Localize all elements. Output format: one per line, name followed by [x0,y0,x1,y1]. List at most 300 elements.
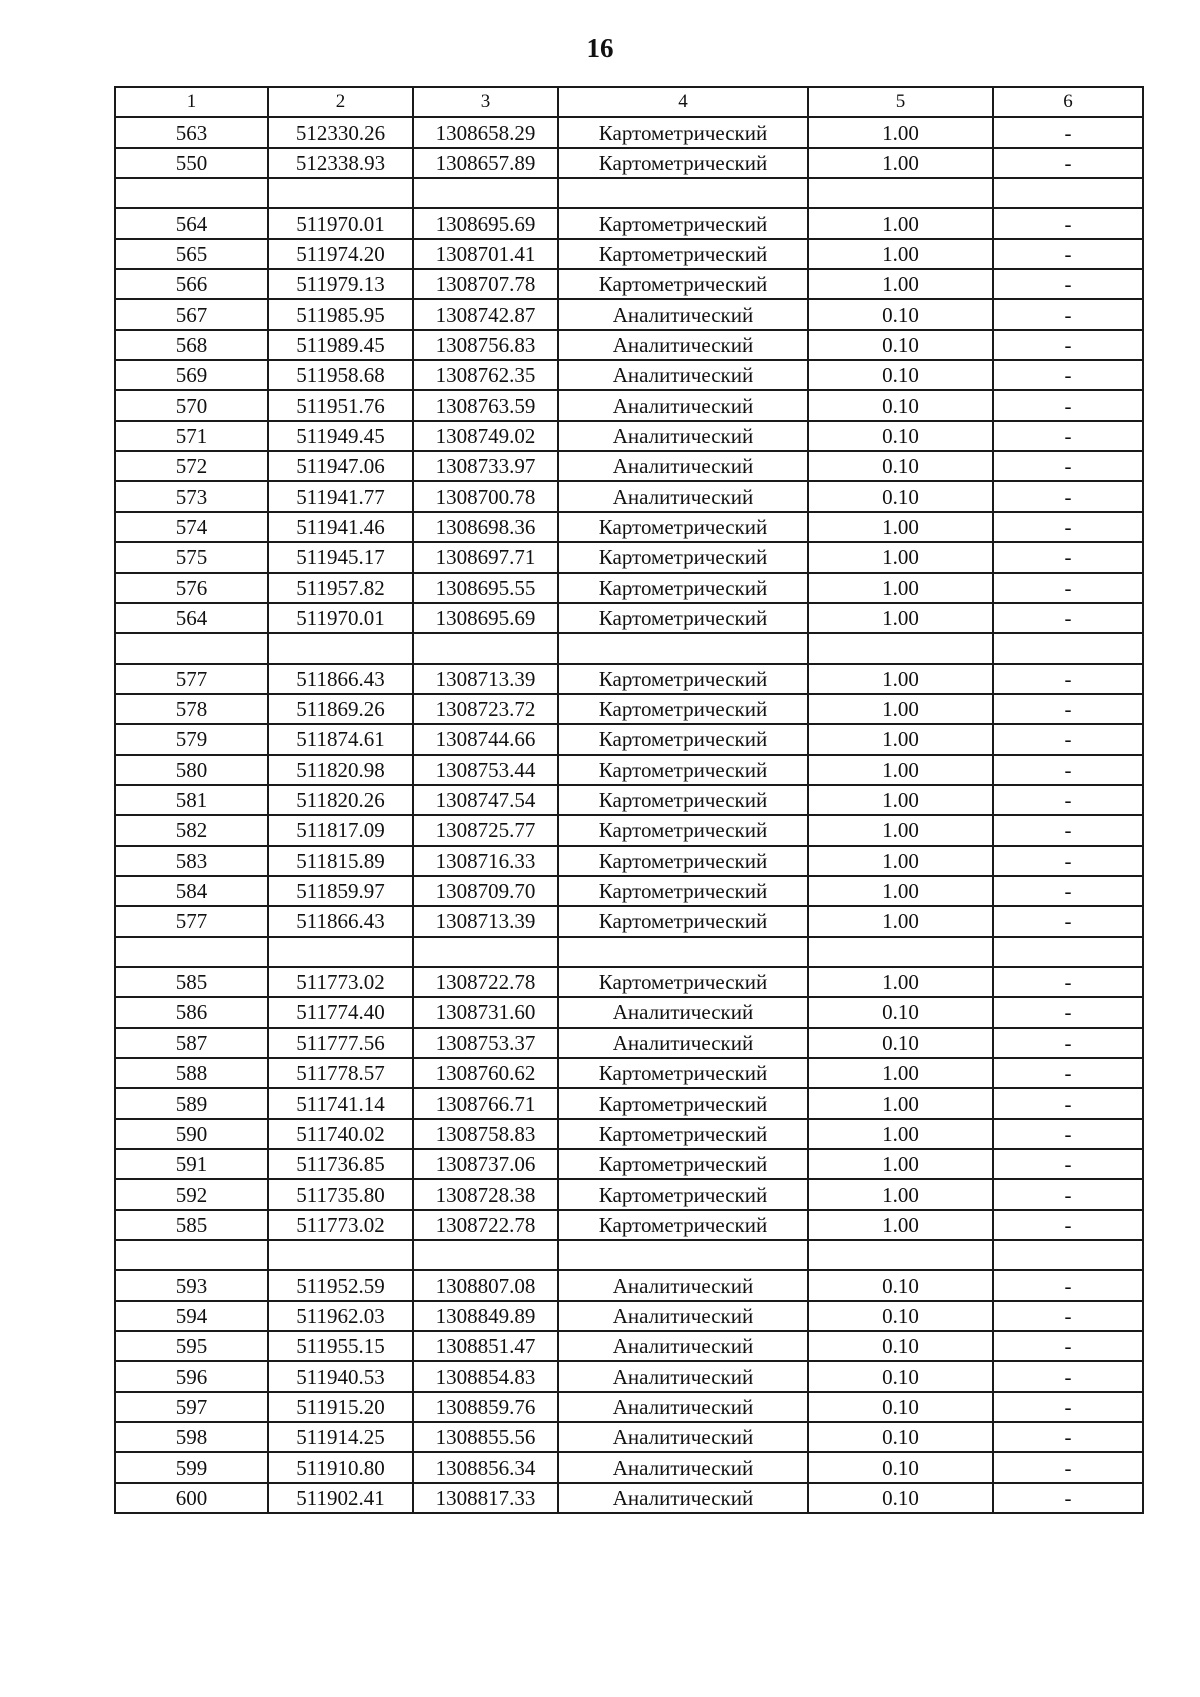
x-coordinate-cell: 511985.95 [268,299,413,329]
y-coordinate-cell: 1308856.34 [413,1452,558,1482]
accuracy-cell [808,178,993,208]
accuracy-cell: 0.10 [808,1028,993,1058]
table-row [115,1028,1143,1058]
column-header-4: 4 [558,87,808,117]
description-cell: - [993,1179,1143,1209]
description-cell: - [993,390,1143,420]
point-number-cell: 580 [115,755,268,785]
description-cell: - [993,330,1143,360]
x-coordinate-cell: 511970.01 [268,603,413,633]
column-header-2: 2 [268,87,413,117]
table-row [115,1270,1143,1300]
table-row [115,512,1143,542]
accuracy-cell: 1.00 [808,573,993,603]
method-cell: Картометрический [558,906,808,936]
description-cell: - [993,694,1143,724]
y-coordinate-cell: 1308700.78 [413,481,558,511]
accuracy-cell: 1.00 [808,512,993,542]
point-number-cell: 598 [115,1422,268,1452]
accuracy-cell: 0.10 [808,1331,993,1361]
point-number-cell: 590 [115,1119,268,1149]
table-row [115,694,1143,724]
x-coordinate-cell: 511957.82 [268,573,413,603]
y-coordinate-cell: 1308749.02 [413,421,558,451]
accuracy-cell: 0.10 [808,1270,993,1300]
point-number-cell: 593 [115,1270,268,1300]
accuracy-cell: 0.10 [808,481,993,511]
accuracy-cell: 1.00 [808,1210,993,1240]
accuracy-cell: 1.00 [808,1119,993,1149]
description-cell: - [993,967,1143,997]
table-row [115,937,1143,967]
point-number-cell: 584 [115,876,268,906]
accuracy-cell: 1.00 [808,1058,993,1088]
x-coordinate-cell [268,1240,413,1270]
method-cell: Картометрический [558,603,808,633]
accuracy-cell: 1.00 [808,815,993,845]
description-cell: - [993,785,1143,815]
accuracy-cell: 0.10 [808,390,993,420]
x-coordinate-cell: 511962.03 [268,1301,413,1331]
table-row [115,906,1143,936]
accuracy-cell: 1.00 [808,208,993,238]
x-coordinate-cell [268,633,413,663]
method-cell: Аналитический [558,299,808,329]
y-coordinate-cell [413,937,558,967]
accuracy-cell: 1.00 [808,148,993,178]
method-cell: Аналитический [558,1028,808,1058]
x-coordinate-cell: 511773.02 [268,1210,413,1240]
x-coordinate-cell: 511910.80 [268,1452,413,1482]
description-cell: - [993,299,1143,329]
y-coordinate-cell: 1308851.47 [413,1331,558,1361]
accuracy-cell: 1.00 [808,785,993,815]
point-number-cell: 585 [115,967,268,997]
x-coordinate-cell: 512330.26 [268,117,413,147]
method-cell [558,178,808,208]
description-cell: - [993,117,1143,147]
description-cell: - [993,846,1143,876]
table-row [115,1452,1143,1482]
point-number-cell: 563 [115,117,268,147]
description-cell: - [993,1210,1143,1240]
table-row [115,269,1143,299]
y-coordinate-cell: 1308695.69 [413,208,558,238]
y-coordinate-cell: 1308709.70 [413,876,558,906]
description-cell: - [993,664,1143,694]
accuracy-cell: 0.10 [808,299,993,329]
point-number-cell: 564 [115,208,268,238]
table-row [115,967,1143,997]
accuracy-cell: 1.00 [808,846,993,876]
x-coordinate-cell [268,937,413,967]
x-coordinate-cell: 511941.77 [268,481,413,511]
accuracy-cell: 1.00 [808,269,993,299]
description-cell: - [993,1149,1143,1179]
table-row [115,633,1143,663]
method-cell [558,1240,808,1270]
column-header-6: 6 [993,87,1143,117]
description-cell [993,178,1143,208]
description-cell: - [993,1331,1143,1361]
point-number-cell: 570 [115,390,268,420]
method-cell: Картометрический [558,1119,808,1149]
table-row [115,390,1143,420]
description-cell: - [993,148,1143,178]
y-coordinate-cell: 1308753.37 [413,1028,558,1058]
table-row [115,785,1143,815]
y-coordinate-cell: 1308722.78 [413,1210,558,1240]
point-number-cell: 592 [115,1179,268,1209]
accuracy-cell: 0.10 [808,451,993,481]
x-coordinate-cell: 511989.45 [268,330,413,360]
x-coordinate-cell: 511815.89 [268,846,413,876]
accuracy-cell: 1.00 [808,239,993,269]
point-number-cell: 582 [115,815,268,845]
header-row [115,87,1143,117]
column-header-5: 5 [808,87,993,117]
description-cell: - [993,724,1143,754]
point-number-cell: 600 [115,1483,268,1513]
accuracy-cell: 0.10 [808,1361,993,1391]
description-cell: - [993,1119,1143,1149]
point-number-cell: 595 [115,1331,268,1361]
x-coordinate-cell: 511941.46 [268,512,413,542]
accuracy-cell: 1.00 [808,664,993,694]
method-cell: Аналитический [558,390,808,420]
description-cell: - [993,1452,1143,1482]
x-coordinate-cell: 511820.98 [268,755,413,785]
method-cell: Картометрический [558,148,808,178]
point-number-cell: 597 [115,1392,268,1422]
y-coordinate-cell: 1308713.39 [413,906,558,936]
x-coordinate-cell: 511736.85 [268,1149,413,1179]
y-coordinate-cell: 1308855.56 [413,1422,558,1452]
x-coordinate-cell: 511958.68 [268,360,413,390]
method-cell: Картометрический [558,1210,808,1240]
accuracy-cell: 0.10 [808,1392,993,1422]
point-number-cell: 586 [115,997,268,1027]
accuracy-cell: 1.00 [808,1149,993,1179]
point-number-cell [115,937,268,967]
point-number-cell: 585 [115,1210,268,1240]
x-coordinate-cell: 511773.02 [268,967,413,997]
method-cell: Картометрический [558,724,808,754]
method-cell: Картометрический [558,1058,808,1088]
y-coordinate-cell: 1308657.89 [413,148,558,178]
table-row [115,1422,1143,1452]
table-row [115,421,1143,451]
description-cell: - [993,208,1143,238]
method-cell: Картометрический [558,846,808,876]
point-number-cell: 575 [115,542,268,572]
method-cell: Картометрический [558,1149,808,1179]
method-cell: Картометрический [558,117,808,147]
y-coordinate-cell: 1308849.89 [413,1301,558,1331]
method-cell: Картометрический [558,815,808,845]
table-row [115,1331,1143,1361]
y-coordinate-cell: 1308807.08 [413,1270,558,1300]
column-header-3: 3 [413,87,558,117]
accuracy-cell: 1.00 [808,755,993,785]
accuracy-cell: 1.00 [808,694,993,724]
method-cell: Аналитический [558,360,808,390]
table-row [115,1058,1143,1088]
description-cell: - [993,815,1143,845]
y-coordinate-cell: 1308725.77 [413,815,558,845]
y-coordinate-cell: 1308731.60 [413,997,558,1027]
x-coordinate-cell: 511741.14 [268,1088,413,1118]
point-number-cell: 596 [115,1361,268,1391]
description-cell: - [993,1392,1143,1422]
table-row [115,1179,1143,1209]
accuracy-cell: 0.10 [808,1422,993,1452]
method-cell: Картометрический [558,542,808,572]
y-coordinate-cell: 1308695.55 [413,573,558,603]
table-row [115,1088,1143,1118]
point-number-cell: 577 [115,906,268,936]
table-row [115,117,1143,147]
y-coordinate-cell: 1308763.59 [413,390,558,420]
y-coordinate-cell: 1308756.83 [413,330,558,360]
table-row [115,451,1143,481]
description-cell: - [993,239,1143,269]
point-number-cell: 577 [115,664,268,694]
method-cell [558,633,808,663]
x-coordinate-cell: 511869.26 [268,694,413,724]
y-coordinate-cell [413,1240,558,1270]
x-coordinate-cell [268,178,413,208]
x-coordinate-cell: 511940.53 [268,1361,413,1391]
method-cell: Картометрический [558,1179,808,1209]
y-coordinate-cell: 1308698.36 [413,512,558,542]
y-coordinate-cell: 1308744.66 [413,724,558,754]
table-row [115,330,1143,360]
table-row [115,542,1143,572]
method-cell: Картометрический [558,208,808,238]
y-coordinate-cell: 1308817.33 [413,1483,558,1513]
description-cell: - [993,906,1143,936]
point-number-cell: 587 [115,1028,268,1058]
y-coordinate-cell [413,633,558,663]
y-coordinate-cell: 1308760.62 [413,1058,558,1088]
accuracy-cell: 0.10 [808,330,993,360]
y-coordinate-cell: 1308695.69 [413,603,558,633]
x-coordinate-cell: 511777.56 [268,1028,413,1058]
y-coordinate-cell: 1308658.29 [413,117,558,147]
point-number-cell [115,1240,268,1270]
y-coordinate-cell: 1308723.72 [413,694,558,724]
point-number-cell: 599 [115,1452,268,1482]
table-row [115,1210,1143,1240]
description-cell [993,1240,1143,1270]
page-number: 16 [586,33,614,63]
x-coordinate-cell: 511902.41 [268,1483,413,1513]
x-coordinate-cell: 511914.25 [268,1422,413,1452]
description-cell: - [993,573,1143,603]
x-coordinate-cell: 511951.76 [268,390,413,420]
x-coordinate-cell: 511947.06 [268,451,413,481]
method-cell: Картометрический [558,876,808,906]
description-cell: - [993,1483,1143,1513]
y-coordinate-cell: 1308697.71 [413,542,558,572]
table-row [115,573,1143,603]
point-number-cell: 583 [115,846,268,876]
point-number-cell: 567 [115,299,268,329]
y-coordinate-cell: 1308742.87 [413,299,558,329]
point-number-cell: 571 [115,421,268,451]
table-row [115,1483,1143,1513]
accuracy-cell: 0.10 [808,997,993,1027]
x-coordinate-cell: 511955.15 [268,1331,413,1361]
table-header [115,87,1143,117]
table-row [115,815,1143,845]
point-number-cell: 574 [115,512,268,542]
y-coordinate-cell: 1308716.33 [413,846,558,876]
table-row [115,481,1143,511]
y-coordinate-cell: 1308766.71 [413,1088,558,1118]
method-cell: Картометрический [558,694,808,724]
method-cell: Аналитический [558,1331,808,1361]
method-cell: Картометрический [558,269,808,299]
accuracy-cell: 1.00 [808,967,993,997]
description-cell: - [993,1270,1143,1300]
x-coordinate-cell: 511874.61 [268,724,413,754]
table-row [115,1240,1143,1270]
x-coordinate-cell: 511866.43 [268,664,413,694]
point-number-cell: 573 [115,481,268,511]
y-coordinate-cell: 1308713.39 [413,664,558,694]
table-row [115,1361,1143,1391]
x-coordinate-cell: 512338.93 [268,148,413,178]
table-row [115,755,1143,785]
point-number-cell: 591 [115,1149,268,1179]
point-number-cell: 588 [115,1058,268,1088]
table-row [115,178,1143,208]
x-coordinate-cell: 511817.09 [268,815,413,845]
method-cell: Картометрический [558,664,808,694]
x-coordinate-cell: 511974.20 [268,239,413,269]
method-cell: Картометрический [558,512,808,542]
accuracy-cell: 1.00 [808,724,993,754]
accuracy-cell: 1.00 [808,542,993,572]
x-coordinate-cell: 511866.43 [268,906,413,936]
description-cell: - [993,755,1143,785]
accuracy-cell: 1.00 [808,876,993,906]
x-coordinate-cell: 511778.57 [268,1058,413,1088]
y-coordinate-cell: 1308707.78 [413,269,558,299]
table-row [115,846,1143,876]
description-cell: - [993,360,1143,390]
x-coordinate-cell: 511949.45 [268,421,413,451]
method-cell: Аналитический [558,1361,808,1391]
method-cell: Аналитический [558,451,808,481]
accuracy-cell: 1.00 [808,603,993,633]
description-cell: - [993,603,1143,633]
y-coordinate-cell: 1308747.54 [413,785,558,815]
accuracy-cell: 1.00 [808,906,993,936]
accuracy-cell: 0.10 [808,1301,993,1331]
accuracy-cell: 0.10 [808,1483,993,1513]
accuracy-cell [808,937,993,967]
point-number-cell: 579 [115,724,268,754]
method-cell: Аналитический [558,421,808,451]
description-cell: - [993,1088,1143,1118]
point-number-cell: 594 [115,1301,268,1331]
point-number-cell: 550 [115,148,268,178]
accuracy-cell: 0.10 [808,1452,993,1482]
table-row [115,1392,1143,1422]
accuracy-cell [808,633,993,663]
table-row [115,1119,1143,1149]
method-cell [558,937,808,967]
point-number-cell: 569 [115,360,268,390]
method-cell: Аналитический [558,1452,808,1482]
description-cell: - [993,1422,1143,1452]
accuracy-cell: 1.00 [808,1088,993,1118]
x-coordinate-cell: 511970.01 [268,208,413,238]
table-row [115,239,1143,269]
accuracy-cell: 0.10 [808,421,993,451]
table-row [115,1149,1143,1179]
table-row [115,664,1143,694]
x-coordinate-cell: 511915.20 [268,1392,413,1422]
x-coordinate-cell: 511820.26 [268,785,413,815]
method-cell: Картометрический [558,967,808,997]
table-row [115,208,1143,238]
description-cell: - [993,1058,1143,1088]
method-cell: Картометрический [558,785,808,815]
y-coordinate-cell: 1308728.38 [413,1179,558,1209]
y-coordinate-cell [413,178,558,208]
point-number-cell: 568 [115,330,268,360]
table-row [115,360,1143,390]
description-cell: - [993,997,1143,1027]
description-cell: - [993,512,1143,542]
method-cell: Картометрический [558,573,808,603]
table-row [115,299,1143,329]
method-cell: Аналитический [558,481,808,511]
method-cell: Картометрический [558,1088,808,1118]
y-coordinate-cell: 1308733.97 [413,451,558,481]
description-cell: - [993,481,1143,511]
method-cell: Аналитический [558,1392,808,1422]
table-row [115,148,1143,178]
accuracy-cell: 1.00 [808,1179,993,1209]
description-cell: - [993,542,1143,572]
point-number-cell: 576 [115,573,268,603]
x-coordinate-cell: 511945.17 [268,542,413,572]
method-cell: Аналитический [558,330,808,360]
point-number-cell: 578 [115,694,268,724]
description-cell: - [993,1028,1143,1058]
point-number-cell [115,178,268,208]
method-cell: Картометрический [558,239,808,269]
description-cell: - [993,1361,1143,1391]
point-number-cell: 581 [115,785,268,815]
point-number-cell [115,633,268,663]
y-coordinate-cell: 1308753.44 [413,755,558,785]
x-coordinate-cell: 511952.59 [268,1270,413,1300]
description-cell: - [993,876,1143,906]
column-header-1: 1 [115,87,268,117]
method-cell: Аналитический [558,1422,808,1452]
x-coordinate-cell: 511859.97 [268,876,413,906]
y-coordinate-cell: 1308854.83 [413,1361,558,1391]
table-row [115,876,1143,906]
x-coordinate-cell: 511740.02 [268,1119,413,1149]
table-row [115,1301,1143,1331]
